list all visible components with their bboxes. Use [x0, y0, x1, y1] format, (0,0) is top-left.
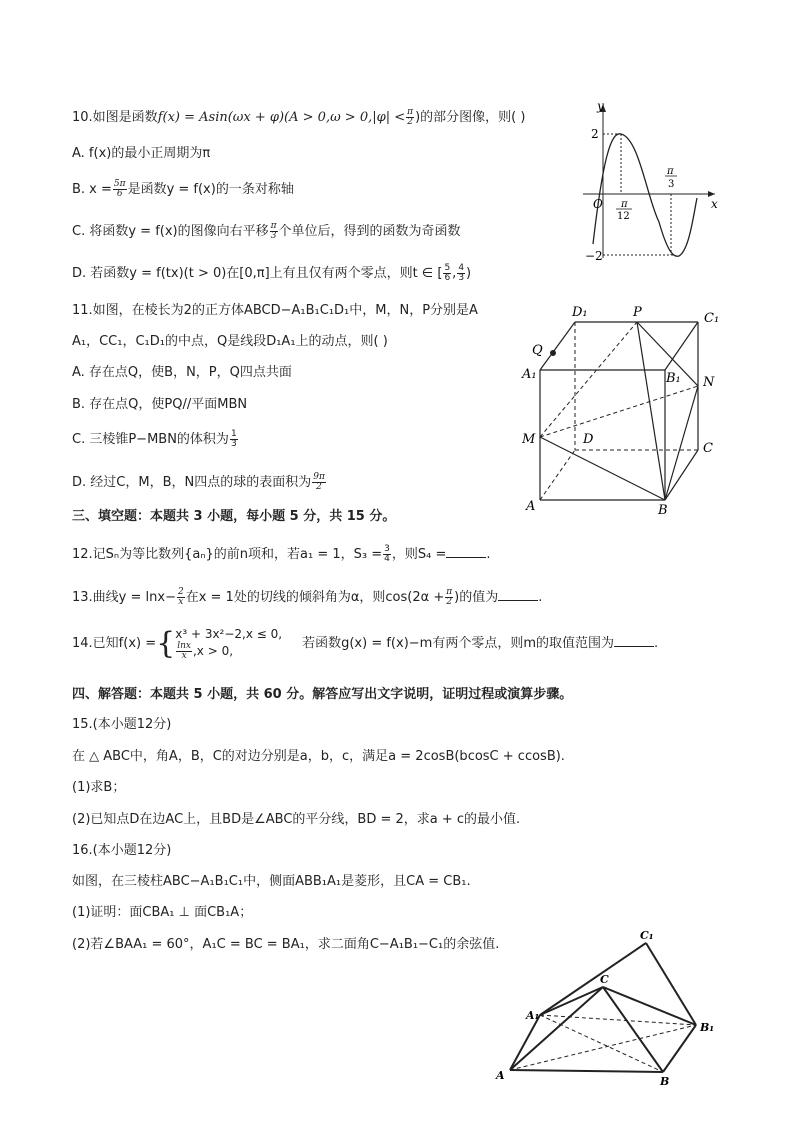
section-4-heading: 四、解答题：本题共 5 小题，共 60 分。解答应写出文字说明，证明过程或演算步骤。 [72, 687, 573, 702]
q13: 13.曲线y = lnx− $\frac{2}{x}$ 在x = 1处的切线的倾斜角为α，则cos(2α + $\frac{\pi}{2}$ )的值为 . [72, 587, 543, 607]
label-b: B [660, 1075, 670, 1088]
prism-figure [488, 925, 728, 1090]
label-d1: D₁ [572, 305, 588, 320]
label-c1: C₁ [704, 311, 720, 326]
tick1-num: π [621, 199, 628, 210]
y-max-label: 2 [591, 127, 599, 141]
label-n: N [703, 375, 715, 390]
sine-graph-figure [575, 98, 725, 268]
label-m: M [522, 432, 536, 447]
q13-answer-blank [498, 588, 538, 601]
q15-part1: (1)求B； [72, 780, 126, 795]
label-b1: B₁ [700, 1021, 715, 1034]
y-axis-label: y [597, 99, 604, 113]
label-c1: C₁ [640, 929, 654, 942]
q15-heading: 15.(本小题12分) [72, 717, 172, 732]
q14: 14.已知f(x) ={ x³ + 3x²−2,x ≤ 0, $\frac{\ln x}{x}$ ,x > 0, 若函数g(x) = f(x)−m有两个零点，则m的取值范围为 . [72, 625, 659, 661]
y-min-label: −2 [585, 249, 603, 263]
point-q-marker [550, 350, 556, 356]
q10-option-a: A. f(x)的最小正周期为π [72, 146, 211, 161]
q10-option-d: D. 若函数y = f(tx)(t > 0)在[0,π]上有且仅有两个零点，则t ∈ [ $\frac{5}{6}$ , $\frac{4}{3}$ ) [72, 263, 472, 283]
x-axis-label: x [711, 197, 718, 211]
label-d: D [583, 432, 594, 447]
sine-curve [593, 134, 697, 257]
q12: 12.记Sₙ为等比数列{aₙ}的前n项和，若a₁ = 1，S₃ = $\frac{3}{4}$ ，则S₄ = . [72, 544, 491, 564]
section-3-heading: 三、填空题：本题共 3 小题，每小题 5 分，共 15 分。 [72, 509, 396, 524]
label-a: A [526, 499, 536, 514]
label-c: C [703, 441, 713, 456]
q11-option-d: D. 经过C，M，B，N四点的球的表面积为 $\frac{9\pi}{2}$ [72, 472, 325, 492]
q10-stem: 10.如图是函数f(x) = Asin(ωx + φ)(A > 0,ω > 0,|φ| < $\frac{\pi}{2}$ )的部分图像，则( ) [72, 107, 526, 127]
label-a1: A₁ [526, 1009, 540, 1022]
label-a1: A₁ [522, 367, 537, 382]
q11-stem-line1: 11.如图，在棱长为2的正方体ABCD−A₁B₁C₁D₁中，M，N，P分别是A [72, 303, 478, 318]
tick1-den: 12 [617, 211, 630, 222]
q16-part1: (1)证明：面CBA₁ ⊥ 面CB₁A； [72, 905, 253, 920]
label-c: C [600, 973, 609, 986]
cube-figure [520, 300, 730, 520]
q16-stem: 如图，在三棱柱ABC−A₁B₁C₁中，侧面ABB₁A₁是菱形，且CA = CB₁. [72, 874, 471, 889]
tick2-num: π [667, 166, 674, 177]
q15-stem: 在 △ ABC中，角A，B，C的对边分别是a，b，c，满足a = 2cosB(bcosC + ccosB). [72, 749, 565, 764]
origin-label: O [593, 197, 603, 211]
label-b1: B₁ [666, 371, 681, 386]
q10-option-b: B. x = $\frac{5\pi}{6}$ 是函数y = f(x)的一条对称轴 [72, 179, 294, 199]
q11-option-b: B. 存在点Q，使PQ//平面MBN [72, 397, 248, 412]
label-p: P [633, 305, 642, 320]
tick2-den: 3 [668, 179, 675, 190]
q16-heading: 16.(本小题12分) [72, 843, 172, 858]
q10-option-c: C. 将函数y = f(x)的图像向右平移 $\frac{\pi}{3}$ 个单位后，得到的函数为奇函数 [72, 221, 461, 241]
label-b: B [658, 503, 668, 518]
q16-part2: (2)若∠BAA₁ = 60°，A₁C = BC = BA₁，求二面角C−A₁B₁−C₁的余弦值. [72, 937, 500, 952]
q14-answer-blank [614, 634, 654, 647]
label-q: Q [532, 343, 543, 358]
q11-option-a: A. 存在点Q，使B，N，P，Q四点共面 [72, 365, 292, 380]
label-a: A [496, 1069, 505, 1082]
q11-option-c: C. 三棱锥P−MBN的体积为 $\frac{1}{3}$ [72, 429, 237, 449]
q15-part2: (2)已知点D在边AC上，且BD是∠ABC的平分线，BD = 2，求a + c的最小值. [72, 812, 521, 827]
q11-stem-line2: A₁，CC₁，C₁D₁的中点，Q是线段D₁A₁上的动点，则( ) [72, 334, 388, 349]
q12-answer-blank [446, 545, 486, 558]
